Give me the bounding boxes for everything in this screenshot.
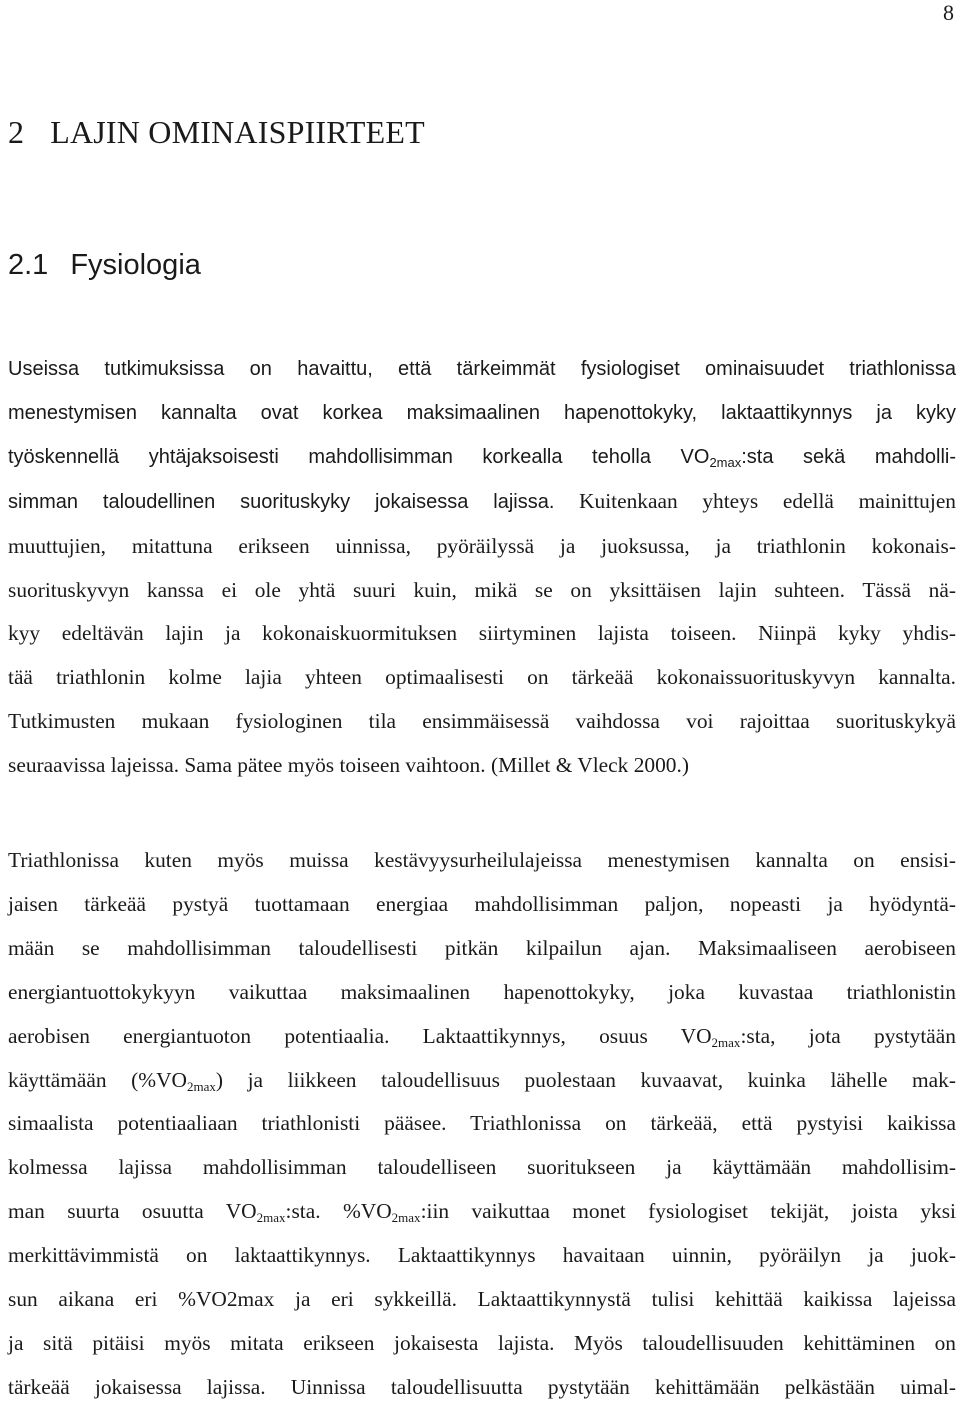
text-line: suorituskyvyn kanssa ei ole yhtä suuri kuin, mikä se on yksittäisen lajin suhteen. Tässä nä- [8,577,956,602]
text-segment: työskennellä yhtäjaksoisesti mahdollisimman korkealla teholla VO [8,445,710,468]
text-segment: käyttämään (%VO [8,1067,187,1092]
chapter-number: 2 [8,114,25,150]
text-segment: man suurta osuutta VO [8,1199,257,1224]
text-line: Triathlonissa kuten myös muissa kestävyysurheilulajeissa menestymisen kannalta on ensisi- [8,848,956,872]
text-line [8,1015,956,1059]
text-segment: :sta, jota pystytään [740,1023,956,1048]
text-line: kolmessa lajissa mahdollisimman taloudelliseen suoritukseen ja käyttämään mahdollisim- [8,1155,956,1180]
text-segment: Kuitenkaan yhteys edellä mainittujen [554,488,957,513]
text-segment: simman taloudellinen suorituskyky jokaisessa lajissa. [8,490,555,513]
text-line: seuraavissa lajeissa. Sama pätee myös toiseen vaihtoon. (Millet & Vleck 2000.) [8,753,689,778]
subscript: 2max [391,1210,421,1226]
text-line: energiantuottokykyyn vaikuttaa maksimaalinen hapenottokyky, joka kuvastaa triathlonistin [8,979,956,1004]
paragraph-endurance-energy [8,839,956,1410]
text-segment: :sta. %VO [285,1199,392,1224]
text-line: Tutkimusten mukaan fysiologinen tila ensimmäisessä vaihdossa voi rajoittaa suorituskykyä [8,709,956,734]
text-line: Useissa tutkimuksissa on havaittu, että tärkeimmät fysiologiset ominaisuudet triathlonissa [8,358,956,380]
text-line: menestymisen kannalta ovat korkea maksimaalinen hapenottokyky, laktaattikynnys ja kyky [8,401,956,424]
text-line [8,1190,956,1234]
section-heading [8,246,201,284]
subscript: 2max [711,1034,741,1050]
text-line: tää triathlonin kolme lajia yhteen optimaalisesti on tärkeää kokonaissuorituskyvyn kannalta. [8,665,956,690]
text-line: sun aikana eri %VO2max ja eri sykkeillä. Laktaattikynnystä tulisi kehittää kaikissa lajeissa [8,1287,956,1312]
chapter-heading [8,112,425,152]
text-segment: :iin vaikuttaa monet fysiologiset tekijät, joista yksi [420,1199,956,1224]
text-segment: aerobisen energiantuoton potentiaalia. Laktaattikynnys, osuus VO [8,1023,712,1048]
paragraph-physiology-intro [8,348,956,788]
text-line [8,1059,956,1103]
subscript: 2max [709,454,742,470]
text-line [8,480,956,525]
text-line: merkittävimmistä on laktaattikynnys. Laktaattikynnys havaitaan uinnin, pyöräilyn ja juok- [8,1243,956,1268]
section-number: 2.1 [8,249,49,281]
section-title: Fysiologia [70,249,201,281]
text-line: kyy edeltävän lajin ja kokonaiskuormituksen siirtyminen lajista toiseen. Niinpä kyky yhdis- [8,621,956,646]
page-number: 8 [943,0,954,25]
subscript: 2max [187,1078,216,1094]
text-line: tärkeää jokaisessa lajissa. Uinnissa taloudellisuutta pystytään kehittämään pelkästään uimal- [8,1374,956,1399]
text-segment: :sta sekä mahdolli- [741,445,956,468]
text-line: jaisen tärkeää pystyä tuottamaan energiaa mahdollisimman paljon, nopeasti ja hyödyntä- [8,891,956,916]
text-line: muuttujien, mitattuna erikseen uinnissa, pyöräilyssä ja juoksussa, ja triathlonin kokonais- [8,533,956,558]
text-line: simaalista potentiaaliaan triathlonisti pääsee. Triathlonissa on tärkeää, että pystyisi kaikissa [8,1111,956,1136]
chapter-title: LAJIN OMINAISPIIRTEET [50,114,425,150]
text-line: ja sitä pitäisi myös mitata erikseen jokaisesta lajista. Myös taloudellisuuden kehittäminen on [8,1330,956,1355]
text-segment: ) ja liikkeen taloudellisuus puolestaan kuvaavat, kuinka lähelle mak- [215,1067,956,1092]
text-line [8,436,956,480]
text-line: mään se mahdollisimman taloudellisesti pitkän kilpailun ajan. Maksimaaliseen aerobiseen [8,935,956,960]
subscript: 2max [256,1210,286,1226]
